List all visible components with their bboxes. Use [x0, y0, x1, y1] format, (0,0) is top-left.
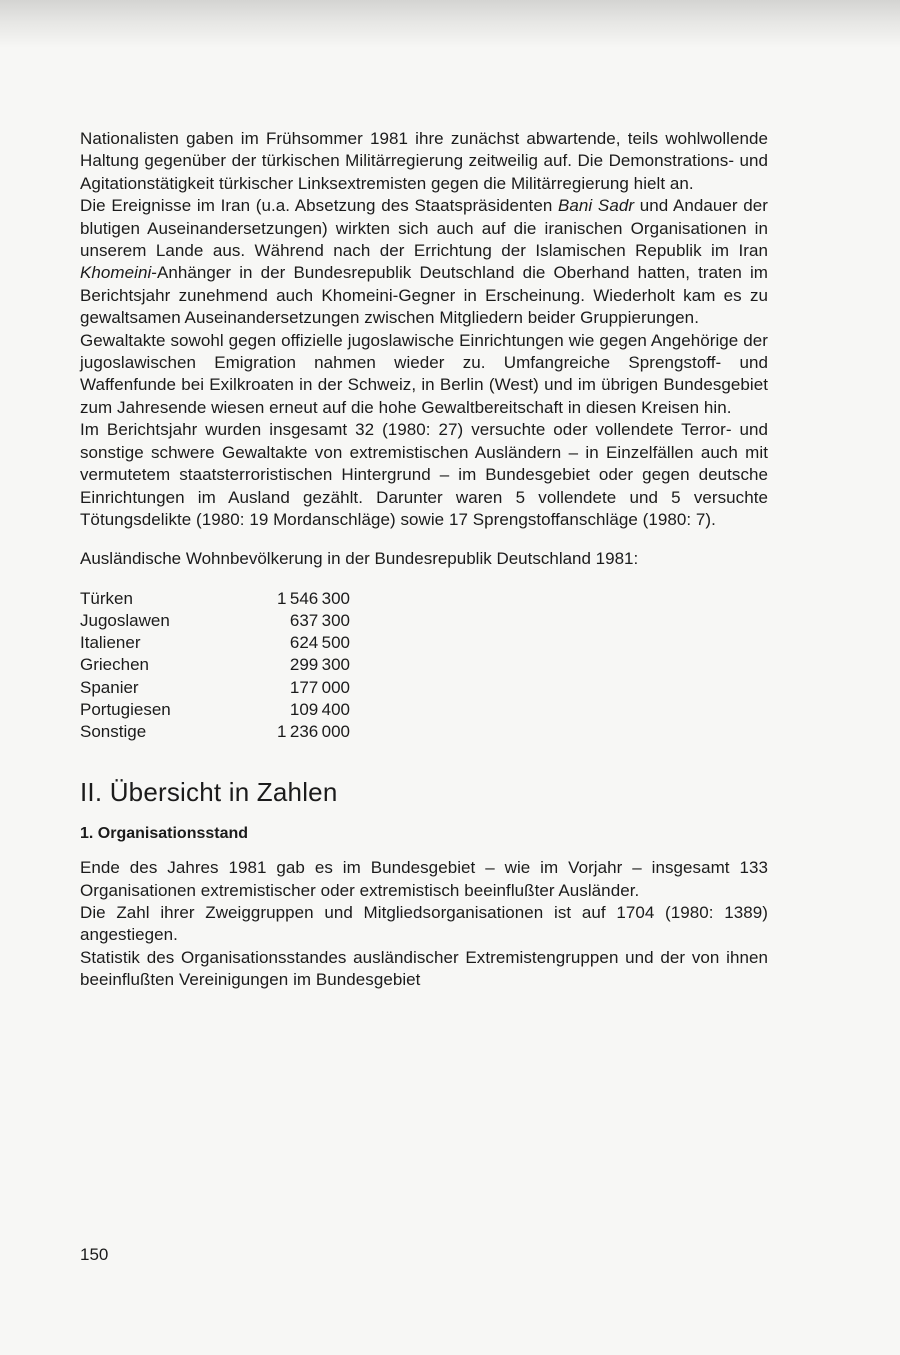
table-row	[80, 721, 350, 743]
population-count: 624 500	[289, 633, 350, 653]
paragraph-turkish-nationalists: Nationalisten gaben im Frühsommer 1981 ihre zunächst abwartende, teils wohlwollende Haltung gegenüber der türkischen Militärregierung zeitweilig auf. Die Demonstrations- und Agitationstätigkeit türkischer Linksextremisten gegen die Militärregierung hielt an.	[80, 129, 768, 193]
iran-text-2: und Andauer der blutigen Auseinandersetzungen) wirkten sich auch auf die iranischen Organisationen in unserem Lande aus. Während nach der Errichtung der Islamischen Republik im Iran	[80, 196, 769, 261]
population-count: 1 546 300	[277, 588, 350, 608]
population-count: 1 236 000	[277, 721, 350, 741]
name-bani-sadr: Bani Sadr	[558, 196, 635, 216]
paragraph-organisation-count: Ende des Jahres 1981 gab es im Bundesgebiet – wie im Vorjahr – insgesamt 133 Organisationen extremistischer oder extremistisch beeinflußter Ausländer.	[80, 858, 768, 900]
table-row	[80, 699, 350, 721]
scan-edge-shadow	[0, 0, 900, 48]
table-row	[80, 654, 350, 676]
name-khomeini: Khomeini	[80, 263, 152, 283]
paragraph-statistics-intro: Statistik des Organisationsstandes ausländischer Extremistengruppen und der von ihnen beeinflußten Vereinigungen im Bundesgebiet	[80, 947, 768, 990]
page-body	[80, 128, 768, 992]
nationality: Portugiesen	[80, 699, 171, 719]
population-caption: Ausländische Wohnbevölkerung in der Bundesrepublik Deutschland 1981:	[80, 549, 639, 569]
table-row	[80, 632, 350, 654]
table-row	[80, 610, 350, 632]
page-number: 150	[80, 1245, 109, 1264]
paragraph-branch-groups: Die Zahl ihrer Zweiggruppen und Mitgliedsorganisationen ist auf 1704 (1980: 1389) angestiegen.	[80, 902, 768, 945]
paragraph-yugoslav-violence: Gewaltakte sowohl gegen offizielle jugoslawische Einrichtungen wie gegen Angehörige der jugoslawischen Emigration nahmen wieder zu. Umfangreiche Sprengstoff- und Waffenfunde bei Exilkroaten in der Schweiz, in Berlin (West) und im übrigen Bundesgebiet zum Jahresende wiesen erneut auf die hohe Gewaltbereitschaft in diesen Kreisen hin.	[80, 330, 768, 417]
table-row	[80, 677, 350, 699]
nationality: Sonstige	[80, 721, 147, 741]
subsection-heading: 1. Organisationsstand	[80, 825, 249, 843]
section-body	[80, 857, 768, 991]
section-heading: II. Übersicht in Zahlen	[80, 777, 338, 808]
nationality: Italiener	[80, 633, 141, 653]
nationality: Spanier	[80, 677, 139, 697]
population-count: 637 300	[289, 610, 350, 630]
iran-text-1: Die Ereignisse im Iran (u.a. Absetzung des Staatspräsidenten	[80, 196, 553, 216]
paragraph-iran-events	[80, 195, 768, 329]
table-row	[80, 588, 350, 610]
iran-text-3: -Anhänger in der Bundesrepublik Deutschland die Oberhand hatten, traten im Berichtsjahr zunehmend auch Khomeini-Gegner in Erscheinung. Wiederholt kam es zu gewaltsamen Auseinandersetzungen zwischen Mitgliedern beider Gruppierungen.	[80, 263, 768, 328]
nationality: Jugoslawen	[80, 610, 170, 630]
population-count: 177 000	[289, 677, 350, 697]
population-count: 109 400	[289, 699, 350, 719]
paragraph-terror-statistics: Im Berichtsjahr wurden insgesamt 32 (1980: 27) versuchte oder vollendete Terror- und sonstige schwere Gewaltakte von extremistischen Ausländern – in Einzelfällen auch mit vermutetem staatsterroristischen Hintergrund – im Bundesgebiet oder gegen deutsche Einrichtungen im Ausland gezählt. Darunter waren 5 vollendete und 5 versuchte Tötungsdelikte (1980: 19 Mordanschläge) sowie 17 Sprengstoffanschläge (1980: 7).	[80, 420, 768, 529]
nationality: Türken	[80, 588, 133, 608]
nationality: Griechen	[80, 655, 149, 675]
population-table	[80, 588, 350, 743]
population-count: 299 300	[289, 655, 350, 675]
